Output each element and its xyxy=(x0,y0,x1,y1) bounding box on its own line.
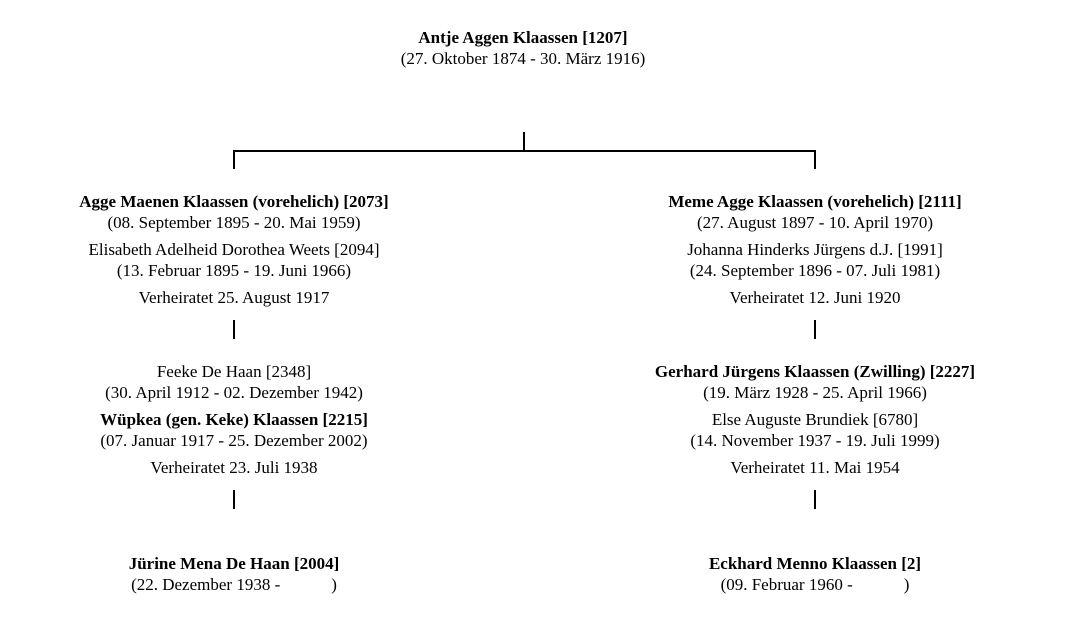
right-gen1-family xyxy=(615,191,1015,308)
left-gen1-family xyxy=(34,191,434,308)
left-gen1-spouse-dates: (13. Februar 1895 - 19. Juni 1966) xyxy=(116,261,352,280)
left-gen2-name: Wüpkea (gen. Keke) Klaassen [2215] xyxy=(100,410,368,429)
left-gen1-to-gen2-line xyxy=(233,320,235,339)
right-gen2-family xyxy=(615,361,1015,478)
right-gen2-to-gen3-line xyxy=(814,490,816,509)
right-gen1-name: Meme Agge Klaassen (vorehelich) [2111] xyxy=(668,192,962,211)
right-gen1-dates: (27. August 1897 - 10. April 1970) xyxy=(696,213,934,232)
right-gen2-spouse-name: Else Auguste Brundiek [6780] xyxy=(711,410,919,429)
right-gen3-name: Eckhard Menno Klaassen [2] xyxy=(708,554,922,573)
left-gen3-name: Jürine Mena De Haan [2004] xyxy=(128,554,340,573)
right-gen1-to-gen2-line xyxy=(814,320,816,339)
root-name: Antje Aggen Klaassen [1207] xyxy=(418,28,628,47)
root-dates: (27. Oktober 1874 - 30. März 1916) xyxy=(400,49,646,68)
right-gen1-spouse-dates: (24. September 1896 - 07. Juli 1981) xyxy=(689,261,941,280)
left-gen1-spouse-name: Elisabeth Adelheid Dorothea Weets [2094] xyxy=(88,240,380,259)
left-gen2-marriage: Verheiratet 23. Juli 1938 xyxy=(150,458,318,477)
right-gen2-name: Gerhard Jürgens Klaassen (Zwilling) [2227] xyxy=(654,362,976,381)
left-gen1-dates: (08. September 1895 - 20. Mai 1959) xyxy=(107,213,361,232)
right-gen3-dates: (09. Februar 1960 - ) xyxy=(720,575,910,594)
left-gen1-marriage: Verheiratet 25. August 1917 xyxy=(138,288,330,307)
left-gen2-spouse-dates: (30. April 1912 - 02. Dezember 1942) xyxy=(105,383,363,402)
left-gen2-dates: (07. Januar 1917 - 25. Dezember 2002) xyxy=(100,431,368,450)
left-gen3-person xyxy=(34,553,434,595)
root-person xyxy=(323,27,723,69)
right-gen3-person xyxy=(615,553,1015,595)
right-gen2-spouse-dates: (14. November 1937 - 19. Juli 1999) xyxy=(690,431,940,450)
right-gen2-dates: (19. März 1928 - 25. April 1966) xyxy=(703,383,927,402)
right-gen1-marriage: Verheiratet 12. Juni 1920 xyxy=(729,288,901,307)
left-gen2-family xyxy=(34,361,434,478)
left-drop-line xyxy=(233,150,235,169)
right-drop-line xyxy=(814,150,816,169)
left-gen1-name: Agge Maenen Klaassen (vorehelich) [2073] xyxy=(79,192,389,211)
root-stem-line xyxy=(523,132,525,151)
sibling-bar-line xyxy=(233,150,816,152)
right-gen2-marriage: Verheiratet 11. Mai 1954 xyxy=(730,458,900,477)
right-gen1-spouse-name: Johanna Hinderks Jürgens d.J. [1991] xyxy=(687,240,943,259)
left-gen2-spouse-name: Feeke De Haan [2348] xyxy=(156,362,312,381)
left-gen2-to-gen3-line xyxy=(233,490,235,509)
left-gen3-dates: (22. Dezember 1938 - ) xyxy=(131,575,337,594)
